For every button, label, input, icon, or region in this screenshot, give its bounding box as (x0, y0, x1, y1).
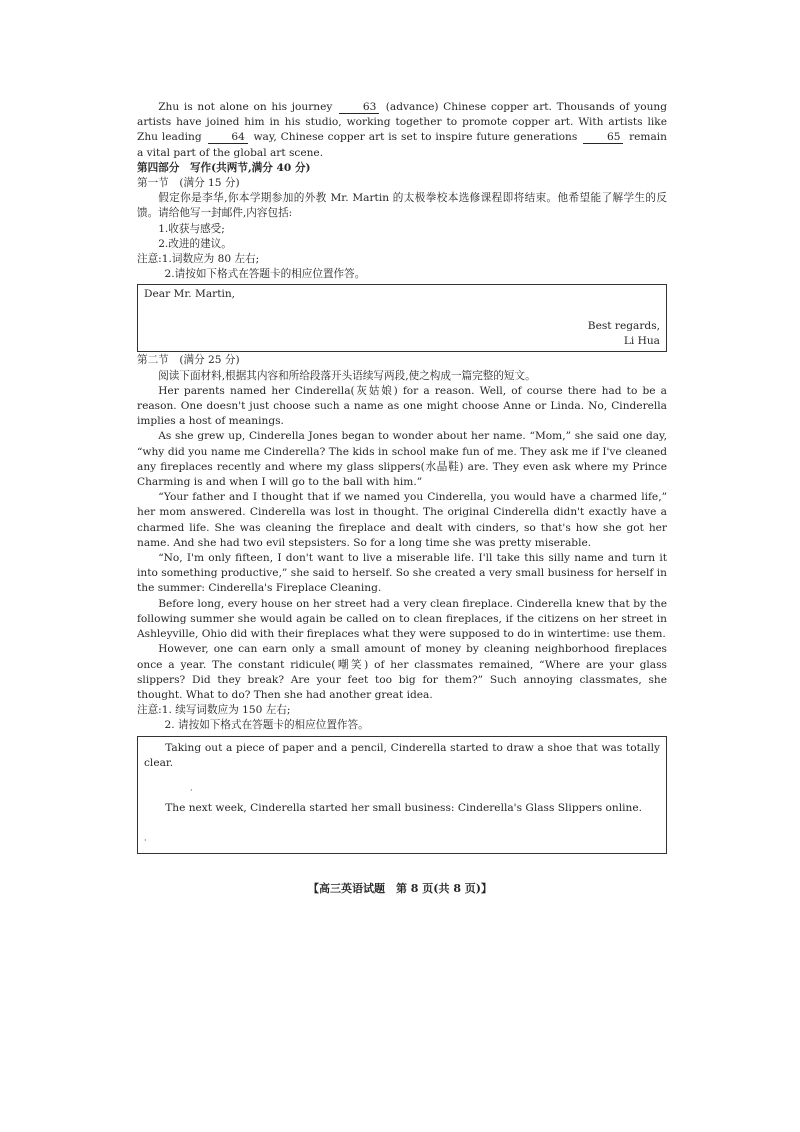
story-paragraph: “Your father and I thought that if we named you Cinderella, you would have a charmed life,” her mom answered. Cinderella was lost in thought. The original Cinderella didn't exactly have a charmed life. She was cleaning the fireplace and dealt with cinders, so that's how she got her name. And she had two evil stepsisters. So for a long time she was pretty miserable. (137, 491, 667, 549)
continuation-opening-2: The next week, Cinderella started her small business: Cinderella's Glass Slippers online. (165, 801, 642, 814)
part4-heading: 第四部分 写作(共两节,满分 40 分) (137, 161, 311, 174)
continuation-answer-box (137, 736, 667, 854)
passage-text: Zhu is not alone on his journey (158, 101, 338, 113)
continuation-opening-1: Taking out a piece of paper and a pencil, Cinderella started to draw a shoe that was totally clear. (144, 741, 660, 769)
story-paragraph: However, one can earn only a small amount of money by cleaning neighborhood fireplaces once a year. The constant ridicule(嘲笑) of her classmates remained, “Where are your glass slippers? Did they break? Are your feet too big for them?” Such annoying classmates, she thought. What to do? Then she had another great idea. (137, 643, 667, 701)
blank-64: 64 (208, 131, 248, 144)
passage-text: way, Chinese copper art is set to inspire future generations (249, 131, 582, 144)
section1-heading: 第一节 (满分 15 分) (137, 177, 240, 190)
story-paragraph: Before long, every house on her street had a very clean fireplace. Cinderella knew that by the following summer she would again be called on to clean fireplaces, if the citizens on her street in Ashleyville, Ohio did with their fireplaces what they were supposed to do in wintertime: use them. (137, 597, 667, 641)
letter-signature: Li Hua (623, 335, 660, 348)
section1-note: 注意:1.词数应为 80 左右; (137, 253, 260, 266)
story-paragraph: “No, I'm only fifteen, I don't want to live a miserable life. I'll take this silly name and turn it into something productive,” she said to herself. So she created a very small business for herself in the summer: Cinderella's Fireplace Cleaning. (137, 552, 667, 595)
passage-text: (advance) Chinese copper art. Thousands of young artists have joined him in his studio, working together to promote copper art. With artists like Zhu leading (137, 101, 668, 144)
story-paragraph: Her parents named her Cinderella(灰姑娘) for a reason. Well, of course there had to be a reason. One doesn't just choose such a name as one might choose Anne or Linda. No, Cinderella implies a host of meanings. (137, 384, 667, 428)
letter-closing: Best regards, (587, 320, 660, 333)
letter-sign-off (588, 319, 660, 349)
letter-answer-box (137, 284, 667, 352)
blank-65: 65 (583, 131, 623, 144)
section2-prompt: 阅读下面材料,根据其内容和所给段落开头语续写两段,使之构成一篇完整的短文。 (158, 369, 536, 382)
section1-point: 2.改进的建议。 (158, 237, 232, 250)
section1-prompt: 假定你是李华,你本学期参加的外教 Mr. Martin 的太极拳校本选修课程即将结束。他希望能了解学生的反馈。请给他写一封邮件,内容包括: (137, 192, 667, 220)
part3-tail-paragraph (137, 100, 667, 161)
blank-63: 63 (339, 101, 379, 114)
letter-salutation: Dear Mr. Martin, (144, 288, 236, 301)
section1-point: 1.收获与感受; (158, 222, 225, 235)
section2-note: 注意:1. 续写词数应为 150 左右; (137, 704, 291, 717)
page-content (137, 100, 667, 854)
page-footer: 【高三英语试题 第 8 页(共 8 页)】 (307, 882, 493, 895)
scan-mark: · (144, 835, 147, 845)
section2-heading: 第二节 (满分 25 分) (137, 354, 240, 367)
section2-note: 2. 请按如下格式在答题卡的相应位置作答。 (164, 719, 369, 732)
passage-text: remain a vital part of the global art scene. (137, 131, 667, 159)
section1-note: 2.请按如下格式在答题卡的相应位置作答。 (164, 268, 366, 281)
story-paragraph: As she grew up, Cinderella Jones began to wonder about her name. “Mom,” she said one day, “why did you name me Cinderella? The kids in school make fun of me. They ask me if I've cleaned any fireplaces recently and where my glass slippers(水晶鞋) are. They even ask where my Prince Charming is and when I will go to the ball with him.” (137, 430, 667, 489)
scan-mark: · (190, 785, 193, 795)
